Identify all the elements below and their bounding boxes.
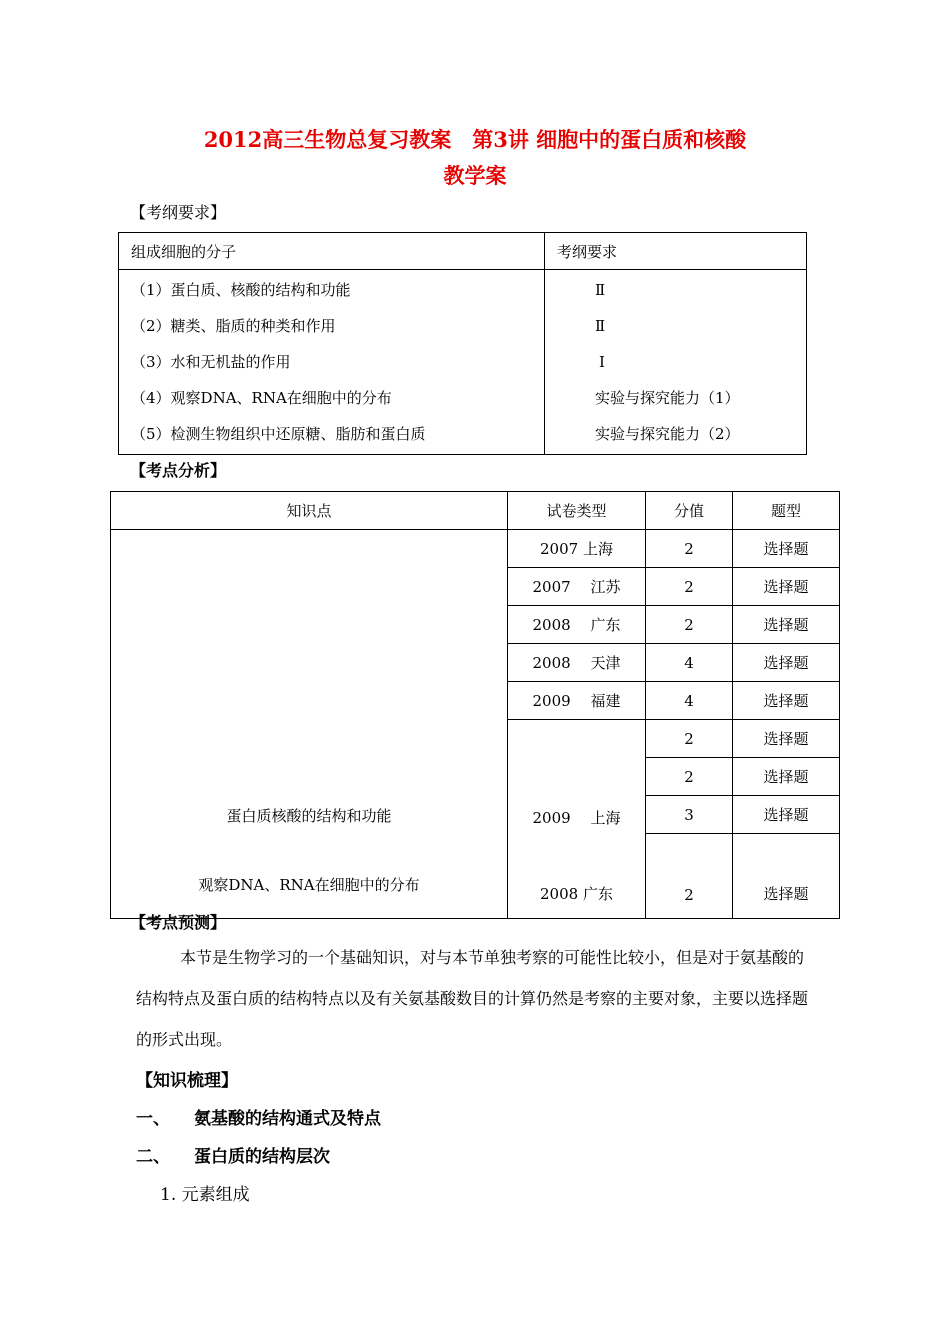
table2-header-type: 题型: [733, 492, 840, 530]
table2-score: 4: [646, 682, 733, 720]
table2-paper: 2009 上海: [508, 720, 646, 834]
prediction-paragraph: 本节是生物学习的一个基础知识，对与本节单独考察的可能性比较小，但是对于氨基酸的结构特点及蛋白质的结构特点以及有关氨基酸数目的计算仍然是考察的主要对象，主要以选择题的形式出现。: [136, 948, 809, 1049]
table2-type: 选择题: [733, 720, 840, 758]
table2-paper: 2008 天津: [508, 644, 646, 682]
outline-item-num: 二、: [136, 1147, 170, 1167]
table1-req: Ⅰ: [599, 353, 605, 371]
table2-type: 选择题: [733, 606, 840, 644]
table1-item: （2）糖类、脂质的种类和作用: [131, 317, 336, 335]
table2-paper: 2007 上海: [508, 530, 646, 568]
table2-type: 选择题: [733, 644, 840, 682]
analysis-table: [110, 491, 840, 919]
section-heading-prediction: 【考点预测】: [130, 913, 227, 932]
table2-score: 2: [646, 720, 733, 758]
document-subtitle: 教学案: [443, 163, 507, 188]
table2-type: 选择题: [733, 682, 840, 720]
table2-score: 2: [646, 834, 733, 919]
table1-item: （3）水和无机盐的作用: [131, 353, 291, 371]
table2-type: 选择题: [733, 568, 840, 606]
table1-req: Ⅱ: [595, 317, 606, 335]
table2-score: 3: [646, 796, 733, 834]
table2-header-paper: 试卷类型: [508, 492, 646, 530]
table1-req: 实验与探究能力（2）: [595, 425, 740, 443]
table2-paper: 2008 广东: [508, 606, 646, 644]
table2-type: 选择题: [733, 796, 840, 834]
table2-score: 2: [646, 758, 733, 796]
outline-item-num: 一、: [136, 1109, 170, 1129]
document-title: 2012高三生物总复习教案 第3讲 细胞中的蛋白质和核酸: [203, 127, 747, 152]
table2-score: 2: [646, 606, 733, 644]
table1-req: Ⅱ: [595, 281, 606, 299]
table2-type: 选择题: [733, 758, 840, 796]
outline-item-text: 蛋白质的结构层次: [194, 1147, 330, 1167]
sub-item: 1. 元素组成: [160, 1185, 250, 1205]
table1-item: （5）检测生物组织中还原糖、脂肪和蛋白质: [131, 425, 426, 443]
table2-header-score: 分值: [646, 492, 733, 530]
table2-header-topic: 知识点: [111, 492, 508, 530]
table1-header-molecules: 组成细胞的分子: [119, 233, 545, 270]
section-heading-analysis: 【考点分析】: [130, 461, 227, 480]
table1-req: 实验与探究能力（1）: [595, 389, 740, 407]
table2-topic: 观察DNA、RNA在细胞中的分布: [198, 876, 420, 894]
table2-paper: 2008 广东: [508, 834, 646, 919]
table2-type: 选择题: [733, 530, 840, 568]
table2-score: 4: [646, 644, 733, 682]
table2-type: 选择题: [733, 834, 840, 919]
table2-topic: 蛋白质核酸的结构和功能: [226, 807, 392, 825]
outline-item-text: 氨基酸的结构通式及特点: [194, 1109, 381, 1129]
section-heading-requirements: 【考纲要求】: [130, 203, 227, 222]
table1-header-requirement: 考纲要求: [545, 233, 807, 270]
table2-score: 2: [646, 568, 733, 606]
section-heading-knowledge: 【知识梳理】: [136, 1071, 238, 1091]
table1-item: （4）观察DNA、RNA在细胞中的分布: [131, 389, 392, 407]
table2-paper: 2007 江苏: [508, 568, 646, 606]
table1-item: （1）蛋白质、核酸的结构和功能: [131, 281, 351, 299]
table2-paper: 2009 福建: [508, 682, 646, 720]
requirements-table: [118, 232, 807, 455]
table2-score: 2: [646, 530, 733, 568]
